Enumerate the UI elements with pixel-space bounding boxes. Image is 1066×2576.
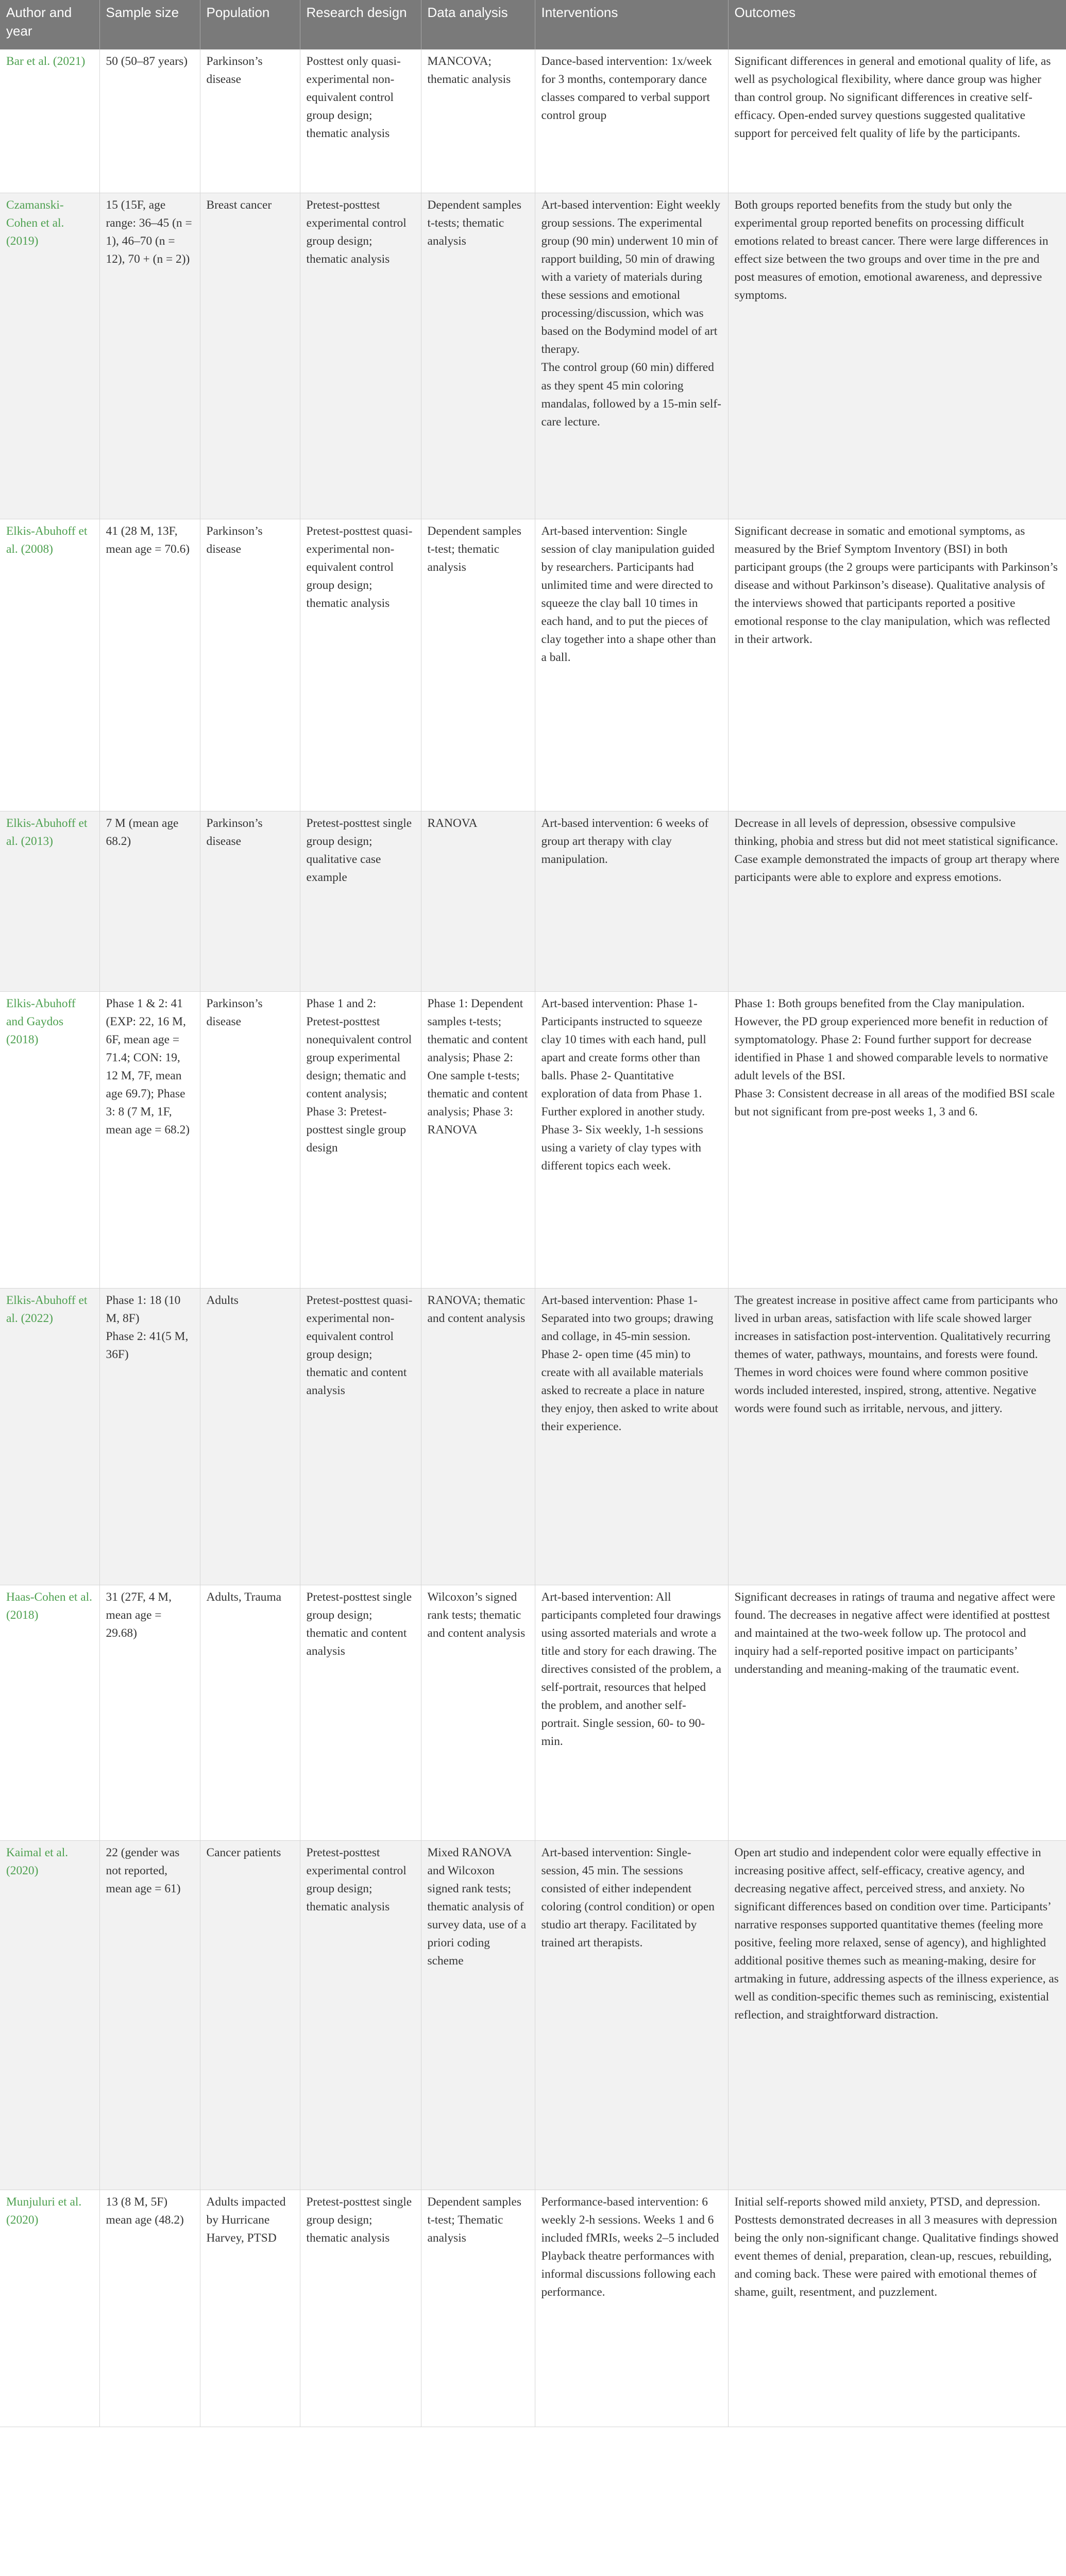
cell-analysis: MANCOVA; thematic analysis <box>421 49 535 193</box>
cell-interventions: Art-based intervention: Eight weekly group sessions. The experimental group (90 min) underwent 10 min of rapport building, 50 min of drawing with a variety of materials during these sessions and emotional processing/discussion, which was based on the Bodymind model of art therapy. The control group (60 min) differed as they spent 45 min coloring mandalas, followed by a 15-min self-care lecture. <box>535 193 728 519</box>
table-row <box>0 991 1066 1288</box>
cell-sample: 15 (15F, age range: 36–45 (n = 1), 46–70 (n = 12), 70 + (n = 2)) <box>99 193 200 519</box>
cell-author <box>0 2190 99 2427</box>
cell-sample: 7 M (mean age 68.2) <box>99 811 200 991</box>
cell-outcomes: Significant decrease in somatic and emotional symptoms, as measured by the Brief Symptom Inventory (BSI) in both participant groups (the 2 groups were participants with Parkinson’s disease and without Parkinson’s disease). Qualitative analysis of the interviews showed that participants reported a positive emotional response to the clay manipulation, which was reflected in their artwork. <box>728 519 1066 811</box>
author-link[interactable]: Elkis-Abuhoff and Gaydos (2018) <box>6 996 76 1046</box>
cell-sample: 13 (8 M, 5F) mean age (48.2) <box>99 2190 200 2427</box>
header-author-year: Author and year <box>0 0 99 49</box>
header-data-analysis: Data analysis <box>421 0 535 49</box>
cell-author <box>0 1585 99 1840</box>
cell-outcomes: Significant decreases in ratings of trauma and negative affect were found. The decreases in negative affect were identified at posttest and maintained at the two-week follow up. The protocol and inquiry had a self-reported positive impact on participants’ understanding and meaning-making of the traumatic event. <box>728 1585 1066 1840</box>
cell-design: Phase 1 and 2: Pretest-posttest nonequivalent control group experimental design; thematic and content analysis; Phase 3: Pretest-posttest single group design <box>300 991 421 1288</box>
cell-author <box>0 991 99 1288</box>
table-row <box>0 193 1066 519</box>
cell-design: Pretest-posttest experimental control group design; thematic analysis <box>300 193 421 519</box>
author-link[interactable]: Elkis-Abuhoff et al. (2013) <box>6 816 88 848</box>
cell-sample: 41 (28 M, 13F, mean age = 70.6) <box>99 519 200 811</box>
cell-outcomes: Phase 1: Both groups benefited from the Clay manipulation. However, the PD group experienced more benefit in reduction of symptomatology. Phase 2: Found further support for decrease identified in Phase 1 and showed comparable levels to normative adult levels of the BSI. Phase 3: Consistent decrease in all areas of the modified BSI scale but not significant from pre-post weeks 1, 3 and 6. <box>728 991 1066 1288</box>
author-link[interactable]: Elkis-Abuhoff et al. (2008) <box>6 524 88 556</box>
cell-analysis: Mixed RANOVA and Wilcoxon signed rank tests; thematic analysis of survey data, use of a priori coding scheme <box>421 1840 535 2190</box>
cell-interventions: Art-based intervention: 6 weeks of group art therapy with clay manipulation. <box>535 811 728 991</box>
cell-sample: 22 (gender was not reported, mean age = 61) <box>99 1840 200 2190</box>
table-row <box>0 1288 1066 1585</box>
cell-design: Pretest-posttest quasi-experimental non-equivalent control group design; thematic analysis <box>300 519 421 811</box>
cell-sample: 31 (27F, 4 M, mean age = 29.68) <box>99 1585 200 1840</box>
cell-interventions: Art-based intervention: Phase 1- Participants instructed to squeeze clay 10 times with each hand, pull apart and create forms other than balls. Phase 2- Quantitative exploration of data from Phase 1. Further explored in another study. Phase 3- Six weekly, 1-h sessions using a variety of clay types with different topics each week. <box>535 991 728 1288</box>
table-row <box>0 2190 1066 2427</box>
cell-population: Breast cancer <box>200 193 300 519</box>
table-header-row <box>0 0 1066 49</box>
cell-design: Pretest-posttest single group design; thematic analysis <box>300 2190 421 2427</box>
cell-population: Parkinson’s disease <box>200 519 300 811</box>
header-interventions: Interventions <box>535 0 728 49</box>
cell-author <box>0 811 99 991</box>
author-link[interactable]: Bar et al. (2021) <box>6 55 86 68</box>
cell-sample: 50 (50–87 years) <box>99 49 200 193</box>
cell-analysis: Wilcoxon’s signed rank tests; thematic and content analysis <box>421 1585 535 1840</box>
cell-outcomes: Initial self-reports showed mild anxiety, PTSD, and depression. Posttests demonstrated decreases in all 3 measures with depression being the only non-significant change. Qualitative findings showed event themes of denial, preparation, clean-up, rescues, rebuilding, and coming back. These were paired with emotional themes of shame, guilt, resentment, and puzzlement. <box>728 2190 1066 2427</box>
author-link[interactable]: Kaimal et al. (2020) <box>6 1845 69 1877</box>
cell-author <box>0 1840 99 2190</box>
table-row <box>0 1585 1066 1840</box>
cell-analysis: Dependent samples t-test; thematic analysis <box>421 519 535 811</box>
cell-population: Adults <box>200 1288 300 1585</box>
cell-population: Adults impacted by Hurricane Harvey, PTSD <box>200 2190 300 2427</box>
cell-outcomes: Significant differences in general and emotional quality of life, as well as psychological flexibility, where dance group was higher than control group. No significant differences in creative self-efficacy. Open-ended survey questions suggested qualitative support for perceived felt quality of life by the participants. <box>728 49 1066 193</box>
cell-population: Parkinson’s disease <box>200 811 300 991</box>
cell-interventions: Performance-based intervention: 6 weekly 2-h sessions. Weeks 1 and 6 included fMRIs, weeks 2–5 included Playback theatre performances with informal discussions following each performance. <box>535 2190 728 2427</box>
cell-outcomes: Both groups reported benefits from the study but only the experimental group reported benefits on processing difficult emotions related to breast cancer. There were large differences in effect size between the two groups and over time in the pre and post measures of emotion, emotional awareness, and depressive symptoms. <box>728 193 1066 519</box>
cell-sample: Phase 1: 18 (10 M, 8F) Phase 2: 41(5 M, 36F) <box>99 1288 200 1585</box>
table-row <box>0 811 1066 991</box>
cell-interventions: Art-based intervention: Single session of clay manipulation guided by researchers. Participants had unlimited time and were directed to squeeze the clay ball 10 times in each hand, and to put the pieces of clay together into a shape other than a ball. <box>535 519 728 811</box>
table-row <box>0 1840 1066 2190</box>
cell-interventions: Art-based intervention: Single-session, 45 min. The sessions consisted of either independent coloring (control condition) or open studio art therapy. Facilitated by trained art therapists. <box>535 1840 728 2190</box>
header-outcomes: Outcomes <box>728 0 1066 49</box>
author-link[interactable]: Haas-Cohen et al. (2018) <box>6 1590 92 1622</box>
cell-design: Pretest-posttest single group design; qualitative case example <box>300 811 421 991</box>
cell-author <box>0 193 99 519</box>
cell-analysis: RANOVA <box>421 811 535 991</box>
cell-outcomes: The greatest increase in positive affect came from participants who lived in urban areas, satisfaction with life scale showed larger increases in satisfaction post-intervention. Qualitatively recurring themes of water, pathways, mountains, and forests were found. Themes in word choices were found where common positive words included interested, inspired, strong, attentive. Negative words were found such as irritable, nervous, and jittery. <box>728 1288 1066 1585</box>
cell-population: Cancer patients <box>200 1840 300 2190</box>
cell-analysis: Dependent samples t-tests; thematic analysis <box>421 193 535 519</box>
cell-sample: Phase 1 & 2: 41 (EXP: 22, 16 M, 6F, mean age = 71.4; CON: 19, 12 M, 7F, mean age 69.7); Phase 3: 8 (7 M, 1F, mean age = 68.2) <box>99 991 200 1288</box>
cell-analysis: Phase 1: Dependent samples t-tests; thematic and content analysis; Phase 2: One sample t-tests; thematic and content analysis; Phase 3: RANOVA <box>421 991 535 1288</box>
cell-analysis: Dependent samples t-test; Thematic analysis <box>421 2190 535 2427</box>
author-link[interactable]: Czamanski-Cohen et al. (2019) <box>6 198 64 248</box>
table-row <box>0 519 1066 811</box>
author-link[interactable]: Munjuluri et al. (2020) <box>6 2195 82 2227</box>
cell-author <box>0 519 99 811</box>
header-research-design: Research design <box>300 0 421 49</box>
cell-interventions: Art-based intervention: Phase 1- Separated into two groups; drawing and collage, in 45-min session. Phase 2- open time (45 min) to create with all available materials asked to recreate a place in nature they enjoy, then asked to write about their experience. <box>535 1288 728 1585</box>
cell-population: Parkinson’s disease <box>200 991 300 1288</box>
cell-population: Adults, Trauma <box>200 1585 300 1840</box>
cell-population: Parkinson’s disease <box>200 49 300 193</box>
table-row <box>0 49 1066 193</box>
cell-design: Pretest-posttest experimental control group design; thematic analysis <box>300 1840 421 2190</box>
header-sample-size: Sample size <box>99 0 200 49</box>
cell-design: Pretest-posttest single group design; thematic and content analysis <box>300 1585 421 1840</box>
cell-design: Pretest-posttest quasi-experimental non-equivalent control group design; thematic and content analysis <box>300 1288 421 1585</box>
cell-interventions: Art-based intervention: All participants completed four drawings using assorted materials and wrote a title and story for each drawing. The directives consisted of the problem, a self-portrait, resources that helped the problem, and another self-portrait. Single session, 60- to 90-min. <box>535 1585 728 1840</box>
cell-outcomes: Open art studio and independent color were equally effective in increasing positive affect, self-efficacy, creative agency, and decreasing negative affect, perceived stress, and anxiety. No significant differences based on condition over time. Participants’ narrative responses supported quantitative themes (feeling more positive, feeling more relaxed, sense of agency), and highlighted additional positive themes such as meaning-making, desire for artmaking in future, addressing aspects of the illness experience, as well as condition-specific themes such as reminiscing, existential reflection, and straightforward distraction. <box>728 1840 1066 2190</box>
cell-design: Posttest only quasi-experimental non-equivalent control group design; thematic analysis <box>300 49 421 193</box>
cell-interventions: Dance-based intervention: 1x/week for 3 months, contemporary dance classes compared to verbal support control group <box>535 49 728 193</box>
cell-analysis: RANOVA; thematic and content analysis <box>421 1288 535 1585</box>
cell-author <box>0 49 99 193</box>
cell-outcomes: Decrease in all levels of depression, obsessive compulsive thinking, phobia and stress but did not meet statistical significance. Case example demonstrated the impacts of group art therapy where participants were able to explore and express emotions. <box>728 811 1066 991</box>
author-link[interactable]: Elkis-Abuhoff et al. (2022) <box>6 1293 88 1325</box>
header-population: Population <box>200 0 300 49</box>
cell-author <box>0 1288 99 1585</box>
